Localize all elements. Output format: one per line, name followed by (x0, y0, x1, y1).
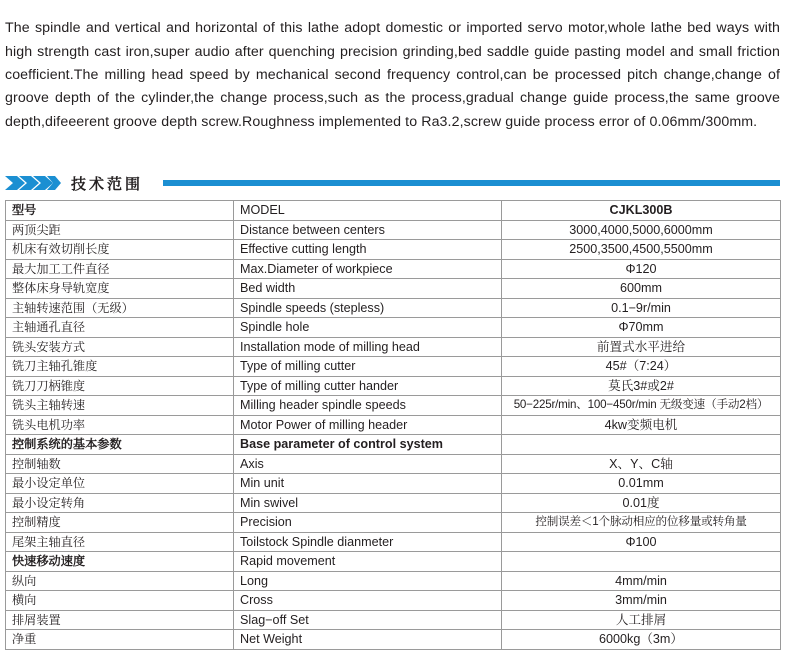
row-value: Φ120 (502, 259, 781, 279)
group-row-control-system (6, 435, 781, 455)
table-row (6, 415, 781, 435)
intro-paragraph: The spindle and vertical and horizontal of this lathe adopt domestic or imported servo motor,whole lathe bed ways with high strength cast iron,super audio after quenching precision grinding,bed saddle guide pasting model and small friction coefficient.The milling head speed by mechanical second frequency control,can be processed pitch change,change of groove depth of the cylinder,the change process,such as the process,gradual change guide process,the same groove depth,difeeerent groove depth screw.Roughness implemented to Ra3.2,screw guide process error of 0.06mm/300mm. (5, 20, 780, 130)
row-en: Motor Power of milling header (234, 415, 502, 435)
row-en: Min unit (234, 474, 502, 494)
header-cn: 型号 (6, 201, 234, 221)
table-row (6, 259, 781, 279)
row-en: Slag−off Set (234, 610, 502, 630)
table-row (6, 220, 781, 240)
row-value: 0.1−9r/min (502, 298, 781, 318)
row-cn: 主轴转速范围（无级） (6, 298, 234, 318)
row-en: Toilstock Spindle dianmeter (234, 532, 502, 552)
table-row (6, 279, 781, 299)
row-cn: 铣刀主轴孔锥度 (6, 357, 234, 377)
row-cn: 主轴通孔直径 (6, 318, 234, 338)
row-value: X、Y、C轴 (502, 454, 781, 474)
row-value: 0.01mm (502, 474, 781, 494)
table-row (6, 376, 781, 396)
row-en: Milling header spindle speeds (234, 396, 502, 416)
table-row (6, 513, 781, 533)
group-cn: 控制系统的基本参数 (6, 435, 234, 455)
row-value: 3mm/min (502, 591, 781, 611)
row-cn: 最大加工工件直径 (6, 259, 234, 279)
row-en: Installation mode of milling head (234, 337, 502, 357)
group-cn: 快速移动速度 (6, 552, 234, 572)
row-value: Φ100 (502, 532, 781, 552)
table-row (6, 357, 781, 377)
row-en: Cross (234, 591, 502, 611)
spec-table (5, 200, 781, 650)
table-row (6, 298, 781, 318)
row-cn: 最小设定单位 (6, 474, 234, 494)
row-cn: 控制精度 (6, 513, 234, 533)
row-value: 3000,4000,5000,6000mm (502, 220, 781, 240)
header-en: MODEL (234, 201, 502, 221)
row-cn: 最小设定转角 (6, 493, 234, 513)
header-model: CJKL300B (502, 201, 781, 221)
row-en: Type of milling cutter (234, 357, 502, 377)
row-en: Distance between centers (234, 220, 502, 240)
row-en: Max.Diameter of workpiece (234, 259, 502, 279)
table-row (6, 493, 781, 513)
row-value: 前置式水平进给 (502, 337, 781, 357)
group-en: Rapid movement (234, 552, 502, 572)
table-row (6, 454, 781, 474)
row-cn: 尾架主轴直径 (6, 532, 234, 552)
row-en: Spindle hole (234, 318, 502, 338)
row-cn: 纵向 (6, 571, 234, 591)
row-en: Spindle speeds (stepless) (234, 298, 502, 318)
table-row (6, 610, 781, 630)
row-en: Axis (234, 454, 502, 474)
table-row (6, 396, 781, 416)
table-row (6, 240, 781, 260)
row-cn: 两顶尖距 (6, 220, 234, 240)
group-row-rapid-movement (6, 552, 781, 572)
row-cn: 整体床身导轨宽度 (6, 279, 234, 299)
chevron-arrows-icon (5, 176, 61, 190)
table-row (6, 337, 781, 357)
row-value: 45#（7:24） (502, 357, 781, 377)
row-en: Bed width (234, 279, 502, 299)
row-value: Φ70mm (502, 318, 781, 338)
table-header-row (6, 201, 781, 221)
row-value: 4mm/min (502, 571, 781, 591)
row-en: Long (234, 571, 502, 591)
table-row (6, 571, 781, 591)
row-en: Effective cutting length (234, 240, 502, 260)
section-divider (163, 180, 780, 186)
group-en: Base parameter of control system (234, 435, 502, 455)
table-row (6, 474, 781, 494)
row-value: 莫氏3#或2# (502, 376, 781, 396)
row-cn: 机床有效切削长度 (6, 240, 234, 260)
row-cn: 排屑装置 (6, 610, 234, 630)
section-header (5, 174, 780, 192)
section-title: 技术范围 (71, 175, 144, 193)
row-value: 6000kg（3m） (502, 630, 781, 650)
table-row (6, 630, 781, 650)
row-en: Type of milling cutter hander (234, 376, 502, 396)
row-value: 2500,3500,4500,5500mm (502, 240, 781, 260)
table-row (6, 318, 781, 338)
row-cn: 横向 (6, 591, 234, 611)
row-cn: 铣头主轴转速 (6, 396, 234, 416)
row-en: Min swivel (234, 493, 502, 513)
group-value (502, 435, 781, 455)
row-cn: 净重 (6, 630, 234, 650)
row-value: 50−225r/min、100−450r/min 无级变速（手动2档） (502, 396, 781, 416)
row-cn: 铣头电机功率 (6, 415, 234, 435)
row-value: 控制误差＜1个脉动相应的位移量或转角量 (502, 513, 781, 533)
row-cn: 铣刀刀柄锥度 (6, 376, 234, 396)
row-en: Net Weight (234, 630, 502, 650)
row-en: Precision (234, 513, 502, 533)
row-value: 4kw变频电机 (502, 415, 781, 435)
group-value (502, 552, 781, 572)
row-cn: 控制轴数 (6, 454, 234, 474)
row-value: 0.01度 (502, 493, 781, 513)
table-row (6, 532, 781, 552)
table-row (6, 591, 781, 611)
row-value: 人工排屑 (502, 610, 781, 630)
row-value: 600mm (502, 279, 781, 299)
row-cn: 铣头安装方式 (6, 337, 234, 357)
